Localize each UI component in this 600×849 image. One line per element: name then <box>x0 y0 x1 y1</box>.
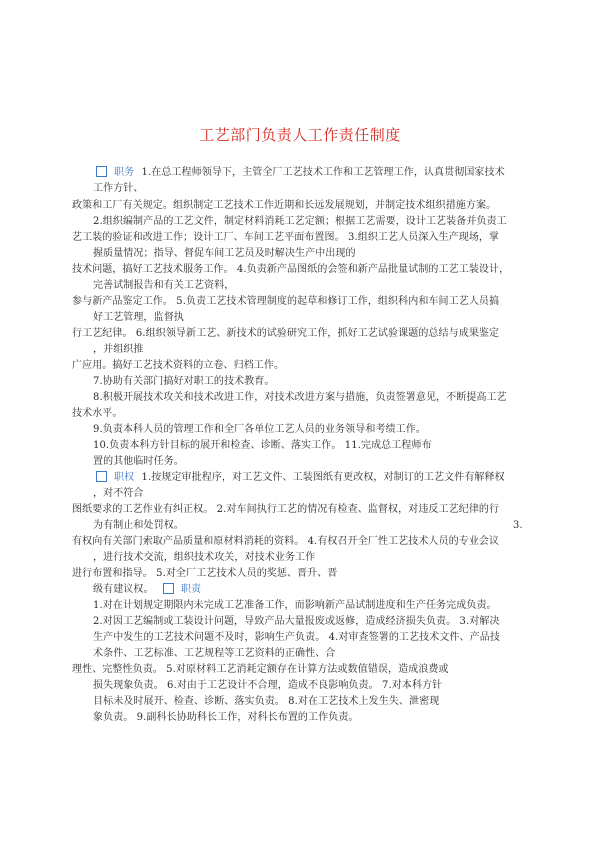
document-title: 工艺部门负责人工作责任制度 <box>199 126 401 144</box>
text-line: 握质量情况；指导、督促车间工艺员及时解决生产中出现的 <box>93 248 356 259</box>
authority-line <box>96 471 505 484</box>
text-line: 完善试制报告和有关工艺资料， <box>93 280 235 291</box>
text-line: 9.负责本科人员的管理工作和全厂各单位工艺人员的业务领导和考绩工作。 <box>93 424 426 435</box>
text-line: 图纸要求的工艺作业有纠正权。 2.对车间执行工艺的情况有检查、监督权，对违反工艺纪律的行 <box>72 504 500 515</box>
text-line: 术条件、工艺标准、工艺规程等工艺资料的正确性、合 <box>93 648 336 659</box>
text-line: ，进行技术交流，组织技术攻关，对技术业务工作 <box>93 552 316 563</box>
section-heading-responsibility: 职责 <box>180 584 202 595</box>
section-heading-duties: 职务 <box>114 167 135 178</box>
checkbox-icon <box>96 166 107 177</box>
text-line: 2.组织编制产品的工艺文件，制定材料消耗工艺定额；根据工艺需要，设计工艺装备并负责工 <box>93 216 507 227</box>
text-line: 象负责。 9.副科长协助科长工作，对科长布置的工作负责。 <box>93 712 359 723</box>
text-line: 损失现象负责。 6.对由于工艺设计不合理，造成不良影响负责。 7.对本科方针 <box>93 680 443 691</box>
text-line: ，对不符合 <box>93 488 144 499</box>
text-line: 1.按规定审批程序，对工艺文件、工装图纸有更改权，对制订的工艺文件有解释权 <box>141 472 505 483</box>
text-line: 行工艺纪律。 6.组织领导新工艺、新技术的试验研究工作，抓好工艺试验课题的总结与成果鉴定 <box>72 328 500 339</box>
text-line: 7.协助有关部门搞好对职工的技术教育。 <box>93 376 275 387</box>
responsibility-line <box>93 583 205 596</box>
duties-line <box>96 166 505 179</box>
text-line: 1.在总工程师领导下，主管全厂工艺技术工作和工艺管理工作，认真贯彻国家技术 <box>141 167 505 178</box>
text-line: 级有建议权。 <box>93 584 154 595</box>
text-line: 工作方针、 <box>93 183 144 194</box>
text-line: 目标未及时展开、检查、诊断、落实负责。 8.对在工艺技术上发生失、泄密现 <box>93 696 440 707</box>
section-heading-authority: 职权 <box>114 472 135 483</box>
text-line: 3. <box>513 520 523 531</box>
text-line: 理性、完整性负责。 5.对原材料工艺消耗定额存在计算方法或数值错误，造成浪费或 <box>72 664 449 675</box>
text-line: 为有制止和处罚权。 <box>93 520 184 531</box>
text-line: 艺工装的验证和改进工作；设计工厂、车间工艺平面布置图。 3.组织工艺人员深入生产现场，掌 <box>72 232 500 243</box>
text-line: 2.对因工艺编制或工装设计问题，导致产品大量报废或返修，造成经济损失负责。 3.对解决 <box>93 616 500 627</box>
text-line: 好工艺管理，监督执 <box>93 312 184 323</box>
text-line: ，并组织推 <box>93 344 144 355</box>
text-line: 政策和工厂有关规定。组织制定工艺技术工作近期和长远发展规划，并制定技术组织措施方案。 <box>72 200 497 211</box>
checkbox-icon <box>163 583 174 594</box>
checkbox-icon <box>96 471 107 482</box>
text-line: 置的其他临时任务。 <box>93 456 184 467</box>
text-line: 参与新产品鉴定工作。 5.负责工艺技术管理制度的起草和修订工作，组织科内和车间工艺人员搞 <box>72 296 500 307</box>
text-line: 广应用。搞好工艺技术资料的立卷、归档工作。 <box>72 360 285 371</box>
text-line: 1.对在计划规定期限内未完成工艺准备工作，而影响新产品试制进度和生产任务完成负责。 <box>93 600 497 611</box>
text-line: 8.积极开展技术攻关和技术改进工作，对技术改进方案与措施，负责签署意见，不断提高工艺 <box>93 392 507 403</box>
text-line: 10.负责本科方针目标的展开和检查、诊断、落实工作。 11.完成总工程师布 <box>93 440 432 451</box>
text-line: 进行布置和指导。 5.对全厂工艺技术人员的奖惩、晋升、晋 <box>72 568 338 579</box>
text-line: 技术水平。 <box>72 408 123 419</box>
text-line: 生产中发生的工艺技术问题不及时，影响生产负责。 4.对审查签署的工艺技术文件、产品技 <box>93 632 500 643</box>
text-line: 技术问题，搞好工艺技术服务工作。 4.负责新产品图纸的会签和新产品批量试制的工艺工装设计， <box>72 264 510 275</box>
text-line: 有权向有关部门索取产品质量和原材料消耗的资料。 4.有权召开全厂性工艺技术人员的专业会议 <box>72 536 500 547</box>
